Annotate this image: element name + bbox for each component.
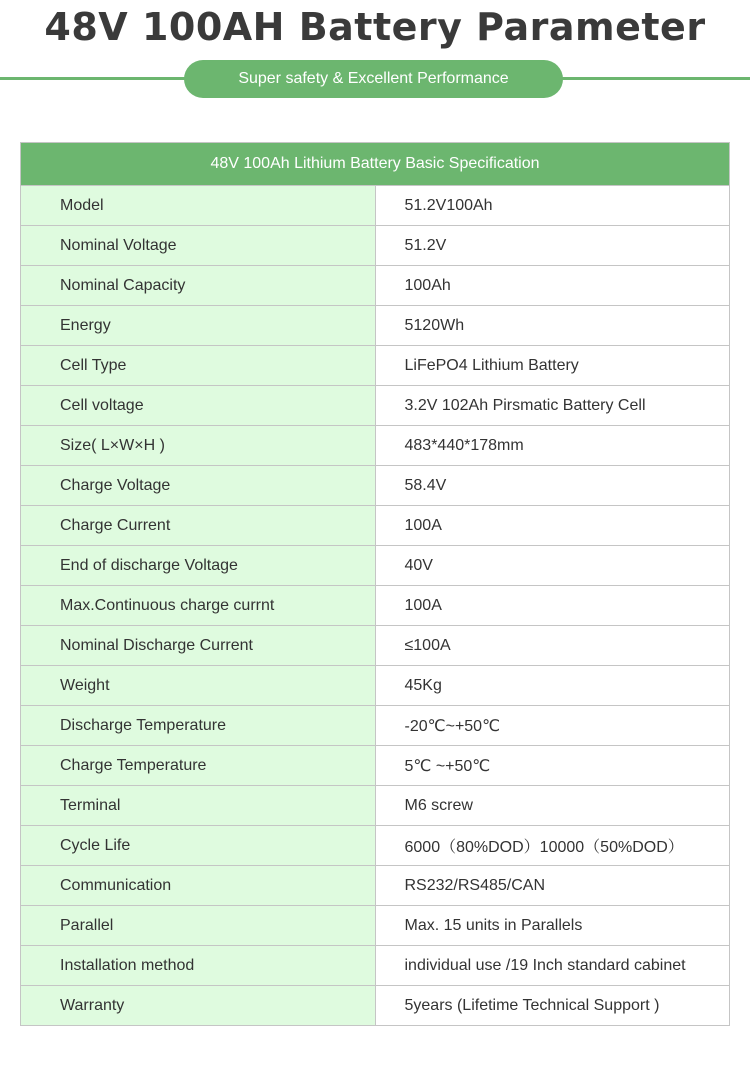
spec-label: Terminal: [21, 786, 376, 826]
table-row: [21, 426, 730, 466]
spec-label: Nominal Capacity: [21, 266, 376, 306]
spec-value: RS232/RS485/CAN: [375, 866, 730, 906]
spec-label: End of discharge Voltage: [21, 546, 376, 586]
spec-value: 58.4V: [375, 466, 730, 506]
spec-label: Cell Type: [21, 346, 376, 386]
spec-label: Cycle Life: [21, 826, 376, 866]
spec-value: 45Kg: [375, 666, 730, 706]
spec-table-body: [21, 186, 730, 1026]
page-title: 48V 100AH Battery Parameter: [44, 5, 706, 49]
spec-value: Max. 15 units in Parallels: [375, 906, 730, 946]
spec-value: 100Ah: [375, 266, 730, 306]
spec-value: 100A: [375, 506, 730, 546]
spec-label: Charge Current: [21, 506, 376, 546]
table-row: [21, 826, 730, 866]
spec-label: Nominal Voltage: [21, 226, 376, 266]
table-row: [21, 546, 730, 586]
table-row: [21, 386, 730, 426]
spec-value: individual use /19 Inch standard cabinet: [375, 946, 730, 986]
spec-value: 3.2V 102Ah Pirsmatic Battery Cell: [375, 386, 730, 426]
spec-value: 483*440*178mm: [375, 426, 730, 466]
spec-label: Charge Voltage: [21, 466, 376, 506]
table-row: [21, 266, 730, 306]
table-row: [21, 226, 730, 266]
table-row: [21, 466, 730, 506]
spec-value: ≤100A: [375, 626, 730, 666]
spec-label: Energy: [21, 306, 376, 346]
spec-value: 100A: [375, 586, 730, 626]
spec-value: 51.2V: [375, 226, 730, 266]
table-row: [21, 346, 730, 386]
table-heading: 48V 100Ah Lithium Battery Basic Specification: [21, 143, 730, 186]
table-row: [21, 706, 730, 746]
spec-table: [20, 142, 730, 1026]
table-header-row: [21, 143, 730, 186]
spec-value: 5120Wh: [375, 306, 730, 346]
spec-label: Cell voltage: [21, 386, 376, 426]
spec-value: M6 screw: [375, 786, 730, 826]
table-row: [21, 666, 730, 706]
table-row: [21, 506, 730, 546]
table-row: [21, 786, 730, 826]
table-row: [21, 186, 730, 226]
spec-label: Communication: [21, 866, 376, 906]
table-row: [21, 866, 730, 906]
spec-label: Nominal Discharge Current: [21, 626, 376, 666]
table-row: [21, 586, 730, 626]
spec-label: Charge Temperature: [21, 746, 376, 786]
spec-value: LiFePO4 Lithium Battery: [375, 346, 730, 386]
spec-label: Parallel: [21, 906, 376, 946]
spec-label: Discharge Temperature: [21, 706, 376, 746]
spec-label: Installation method: [21, 946, 376, 986]
table-row: [21, 746, 730, 786]
table-row: [21, 946, 730, 986]
table-row: [21, 986, 730, 1026]
spec-value: 6000（80%DOD）10000（50%DOD）: [375, 826, 730, 866]
spec-label: Max.Continuous charge currnt: [21, 586, 376, 626]
spec-label: Model: [21, 186, 376, 226]
spec-label: Warranty: [21, 986, 376, 1026]
spec-value: 5years (Lifetime Technical Support ): [375, 986, 730, 1026]
spec-value: -20℃~+50℃: [375, 706, 730, 746]
spec-label: Size( L×W×H ): [21, 426, 376, 466]
table-row: [21, 906, 730, 946]
table-row: [21, 306, 730, 346]
subtitle-banner: Super safety & Excellent Performance: [184, 60, 563, 98]
spec-label: Weight: [21, 666, 376, 706]
spec-value: 51.2V100Ah: [375, 186, 730, 226]
table-row: [21, 626, 730, 666]
spec-value: 40V: [375, 546, 730, 586]
spec-value: 5℃ ~+50℃: [375, 746, 730, 786]
